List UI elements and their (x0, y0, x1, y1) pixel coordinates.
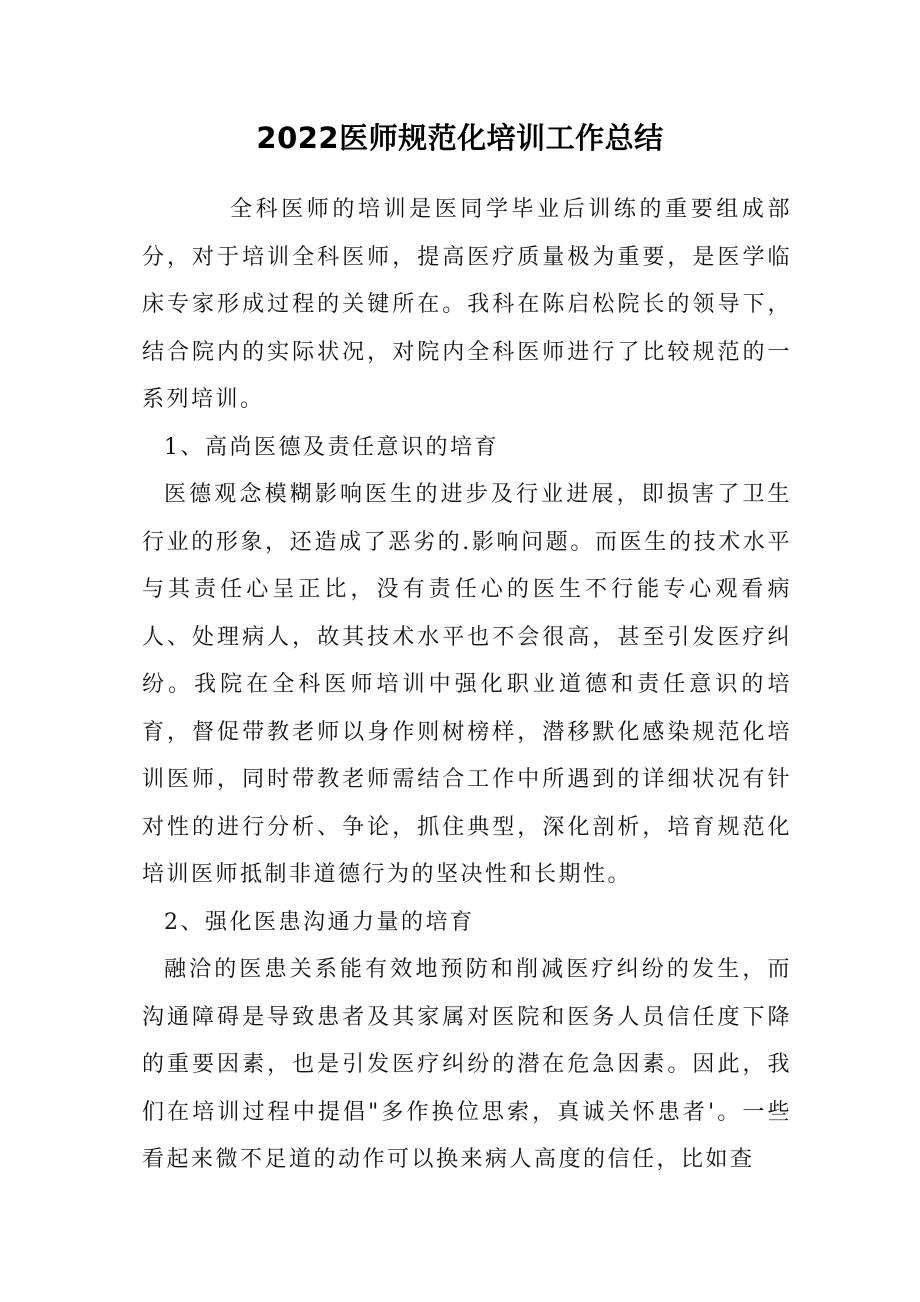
section-heading-2: 2、强化医患沟通力量的培育 (164, 909, 475, 935)
document-body (142, 186, 792, 1184)
section-heading-1: 1、高尚医德及责任意识的培育 (164, 434, 499, 460)
intro-paragraph: 全科医师的培训是医同学毕业后训练的重要组成部分，对于培训全科医师，提高医疗质量极为重要，是医学临床专家形成过程的关键所在。我科在陈启松院长的领导下，结合院内的实际状况，对院内全科医师进行了比较规范的一系列培训。 (142, 197, 792, 412)
section-2-paragraph: 融洽的医患关系能有效地预防和削减医疗纠纷的发生，而沟通障碍是导致患者及其家属对医院和医务人员信任度下降的重要因素，也是引发医疗纠纷的潜在危急因素。因此，我们在培训过程中提倡"多作换位思索，真诚关怀患者'。一些看起来微不足道的动作可以换来病人高度的信任，比如查 (142, 957, 792, 1172)
document-title: 2022医师规范化培训工作总结 (256, 121, 664, 155)
section-1-paragraph: 医德观念模糊影响医生的进步及行业进展，即损害了卫生行业的形象，还造成了恶劣的.影响问题。而医生的技术水平与其责任心呈正比，没有责任心的医生不行能专心观看病人、处理病人，故其技术水平也不会很高，甚至引发医疗纠纷。我院在全科医师培训中强化职业道德和责任意识的培育，督促带教老师以身作则树榜样，潜移默化感染规范化培训医师，同时带教老师需结合工作中所遇到的详细状况有针对性的进行分析、争论，抓住典型，深化剖析，培育规范化培训医师抵制非道德行为的坚决性和长期性。 (142, 482, 792, 887)
